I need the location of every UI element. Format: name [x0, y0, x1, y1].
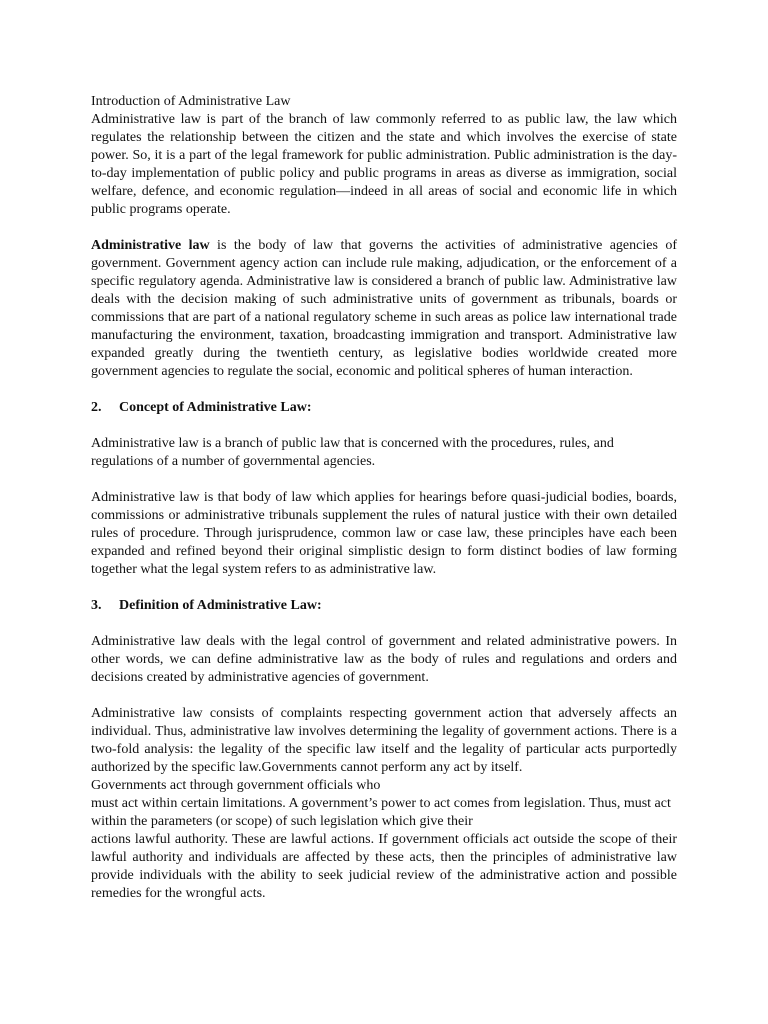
section-2-heading — [91, 399, 677, 417]
intro-title: Introduction of Administrative Law — [91, 94, 291, 109]
document-page — [91, 93, 677, 903]
section-2-title: Concept of Administrative Law: — [119, 400, 312, 415]
spacer — [91, 579, 677, 597]
section-2-paragraph-2: Administrative law is that body of law which applies for hearings before quasi-judicial bodies, boards, commissions or administrative tribunals supplement the rules of natural justice with their own detailed rules of procedure. Through jurisprudence, common law or case law, these principles have each been expanded and refined beyond their original simplistic design to form distinct bodies of law forming together what the legal system refers to as administrative law. — [91, 490, 677, 577]
section-3-paragraph-2-line-4: actions lawful authority. These are lawful actions. If government officials act outside the scope of their lawful authority and individuals are affected by these acts, then the principles of administrative law provide individuals with the ability to seek judicial review of the administrative action and possible remedies for the wrongful acts. — [91, 832, 677, 901]
section-3-heading — [91, 597, 677, 615]
intro-paragraph: Administrative law is part of the branch of law commonly referred to as public law, the law which regulates the relationship between the citizen and the state and which involves the exercise of state power. So, it is a part of the legal framework for public administration. Public administration is the day-to-day implementation of public policy and public programs in areas as diverse as immigration, social welfare, defence, and economic regulation—indeed in all areas of social and economic life in which public programs operate. — [91, 112, 677, 217]
section-3-number: 3. — [91, 598, 102, 613]
section-2-paragraph-1: Administrative law is a branch of public law that is concerned with the procedures, rules, and regulations of a number of governmental agencies. — [91, 436, 614, 469]
spacer — [91, 417, 677, 435]
section-3-paragraph-1: Administrative law deals with the legal control of government and related administrative powers. In other words, we can define administrative law as the body of rules and regulations and orders and decisions created by administrative agencies of government. — [91, 634, 677, 685]
spacer — [91, 615, 677, 633]
spacer — [91, 381, 677, 399]
spacer — [91, 687, 677, 705]
definition-paragraph — [91, 237, 677, 381]
definition-lead: Administrative law — [91, 238, 210, 253]
section-3-title: Definition of Administrative Law: — [119, 598, 322, 613]
section-2-number: 2. — [91, 400, 102, 415]
spacer — [91, 471, 677, 489]
section-3-paragraph-2-line-3: must act within certain limitations. A government’s power to act comes from legislation. Thus, must act within the parameters (or scope) of such legislation which give their — [91, 796, 671, 829]
definition-rest: is the body of law that governs the activities of administrative agencies of government. Government agency action can include rule making, adjudication, or the enforcement of a specific regulatory agenda. Administrative law is considered a branch of public law. Administrative law deals with the decision making of such administrative units of government as tribunals, boards or commissions that are part of a national regulatory scheme in such areas as police law international trade manufacturing the environment, taxation, broadcasting immigration and transport. Administrative law expanded greatly during the twentieth century, as legislative bodies worldwide created more government agencies to regulate the social, economic and political spheres of human interaction. — [91, 238, 677, 379]
section-3-paragraph-2-line-1: Administrative law consists of complaints respecting government action that adversely affects an individual. Thus, administrative law involves determining the legality of government actions. There is a two-fold analysis: the legality of the specific law itself and the legality of particular acts purportedly authorized by the specific law.Governments cannot perform any act by itself. — [91, 706, 677, 775]
section-3-paragraph-2-line-2: Governments act through government officials who — [91, 778, 381, 793]
spacer — [91, 219, 677, 237]
